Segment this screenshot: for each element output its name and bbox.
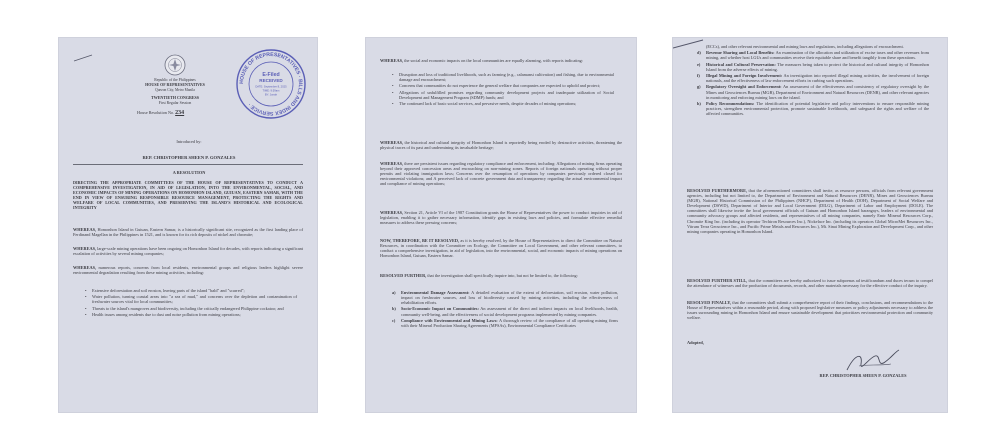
resolution-number-line	[137, 110, 227, 116]
list-item	[697, 84, 929, 99]
item-lead: Revenue Sharing and Local Benefits:	[706, 50, 775, 56]
item-text: A detailed evaluation of the extent of deforestation, soil erosion, water pollution, impact on freshwater sources, and loss of biodiversity caused by mining activities, including the effectiveness of rehabilitation efforts.	[401, 290, 618, 306]
resolved-furthermore-text: that the aforementioned committees shall invite, as resource persons, officials from relevant government agencies, including but not limited to, the Department of Environment and Natural Resources (DENR), Mines and Geosciences Bureau (MGB), National Historical Commission of the Philippines (NHCP), Department of Health (DOH), Department of Social Welfare and Development (DSWD), Department of Interior and Local Government (DILG), Department of Labor and Employment (DOLE). The committees shall likewise invite the local government officials of Guiuan and Homonhon Island barangays, leaders of environmental and community advocacy groups and affected residents, and representatives of all mining companies, namely Emir Mineral Resources Corp., Chromite King Inc. (including its operator Techiron Resources Inc.), Nickelace Inc. (including its operators Global MicroMet Resources Inc., Vitrum Terra Geoscience Inc., and Pacific Prime Metals and Resources Inc.), Mt. Sinai Mining Exploration and Development Corp., and other mining companies operating in Homonhon Island.	[687, 188, 933, 234]
resolved-finally-text: that the committees shall submit a comprehensive report of their findings, conclusions, and recommendations to the House of Representatives within a reasonable period, along with proposed legislative measures or policy adjustments necessary to address the issues surrounding mining in Homonhon Island and ensure sustainable development that prioritizes environmental protection and community welfare.	[687, 300, 933, 321]
whereas-paragraph-7	[380, 210, 622, 225]
whereas-text: numerous reports, concerns from local residents, environmental groups and religious leaders highlight severe environmental degradation resulting from these mining activities, including:	[73, 265, 303, 276]
list-item	[392, 290, 618, 305]
stamp-by: BY: Jonah	[264, 93, 278, 97]
resolution-heading: A RESOLUTION	[172, 170, 206, 175]
item-number: c)	[392, 317, 396, 323]
whereas-paragraph-5	[380, 140, 622, 150]
item-text: A thorough review of the compliance of all operating mining firms with their Mineral Production Sharing Agreements (MPSAs), Environmental Compliance Certificates	[401, 317, 618, 328]
impact-list	[85, 288, 297, 318]
now-therefore-text: as it is hereby resolved, by the House of Representatives to direct the Committee on Natural Resources, in coordination with the Committee on Ecology, the Committee on Local Government, and other relevant committees, to conduct a comprehensive investigation, in aid of legislation, into the environmental, social, and economic impacts of mining operations on Homonhon Island, Guiuan, Eastern Samar.	[380, 238, 622, 259]
list-item	[697, 62, 929, 72]
list-item: • The continued lack of basic social services, and pervasive needs, despite decades of mining operations;	[392, 101, 614, 106]
list-item	[697, 50, 929, 60]
item-lead: Regulatory Oversight and Enforcement:	[706, 84, 782, 90]
header-congress: TWENTIETH CONGRESS	[151, 95, 199, 100]
whereas-paragraph-6	[380, 161, 622, 186]
resolved-further-lead: RESOLVED FURTHER,	[380, 273, 427, 278]
stamp-time: TIME: 9:59am	[262, 89, 280, 93]
item-text: An assessment of the direct and indirect impacts on local livelihoods, health, community well-being, and the effectiveness of social development programs implemented by mining companies.	[401, 306, 618, 317]
document-page-2	[366, 38, 636, 412]
list-item: • Extensive deforestation and soil erosion, leaving parts of the island "bald" and "scarred";	[85, 288, 297, 293]
header-house: HOUSE OF REPRESENTATIVES	[145, 81, 205, 87]
item-lead: Socio-Economic Impact on Communities:	[401, 306, 479, 312]
whereas-lead: WHEREAS,	[73, 246, 97, 251]
adopted-label: Adopted,	[687, 340, 704, 345]
header-republic: Republic of the Philippines	[154, 78, 196, 82]
list-item: • Allegations of unfulfilled promises regarding community development projects and inadequate utilization of Social Development and Management Program (SDMP) funds; and	[392, 90, 614, 100]
whereas-text: the historical and cultural integrity of Homonhon Island is reportedly being eroded by destructive activities, threatening the physical traces of its past and undermining its invaluable heritage;	[380, 140, 622, 151]
item-text: An assessment of the effectiveness and consistency of regulatory oversight by the Mines and Geosciences Bureau (MGB), Department of Environment and Natural Resources (DENR), and other relevant agencies in monitoring and enforcing mining laws on the island.	[706, 84, 930, 100]
resolved-further-text: that the investigation shall specifically inquire into, but not be limited to, the following:	[427, 273, 578, 278]
resolved-furthermore-lead: RESOLVED FURTHERMORE,	[687, 188, 748, 193]
whereas-lead: WHEREAS,	[380, 161, 404, 166]
item-number: h)	[697, 100, 701, 106]
resolved-further-still-lead: RESOLVED FURTHER STILL,	[687, 278, 748, 283]
social-impact-list	[392, 72, 614, 107]
whereas-lead: WHEREAS,	[380, 210, 404, 215]
whereas-paragraph-1	[73, 227, 303, 237]
resolution-title: DIRECTING THE APPROPRIATE COMMITTEES OF THE HOUSE OF REPRESENTATIVES TO CONDUCT A COMPREHENSIVE INVESTIGATION, IN AID OF LEGISLATION, INTO THE ENVIRONMENTAL, SOCIAL, AND ECONOMIC IMPACTS OF MINING OPERATIONS ON HOMONHON ISLAND, GUIUAN, EASTERN SAMAR, WITH THE END IN VIEW OF ENSURING RESPONSIBLE RESOURCE MANAGEMENT, PROTECTING THE RIGHTS AND WELFARE OF LOCAL COMMUNITIES, AND PRESERVING THE ISLAND'S HISTORICAL AND ECOLOGICAL INTEGRITY	[73, 180, 303, 210]
whereas-text: the social and economic impacts on the local communities are equally alarming, with reports indicating:	[404, 58, 583, 63]
list-item	[392, 318, 618, 328]
list-item: • Disruption and loss of traditional livelihoods, such as farming (e.g., calamansi cultivation) and fishing, due to environmental damage and encroachment;	[392, 72, 614, 82]
resolved-further-paragraph	[380, 273, 622, 278]
divider	[73, 164, 303, 165]
item-lead: Policy Recommendations:	[706, 100, 755, 106]
svg-text:HOUSE OF REPRESENTATIVES · BIL	[239, 52, 303, 116]
document-page-3	[673, 38, 947, 412]
list-item: • Concerns that communities do not experience the general welfare that companies are expected to uphold and protect;	[392, 83, 614, 88]
item-text: (ECCs), and other relevant environmental and mining laws and regulations, including allegations of encroachment.	[706, 44, 904, 49]
whereas-lead: WHEREAS,	[73, 227, 97, 232]
list-item	[697, 44, 929, 49]
whereas-lead: WHEREAS,	[73, 265, 97, 270]
list-item	[392, 306, 618, 316]
resolved-further-still-paragraph	[687, 278, 933, 288]
stamp-ring-text: HOUSE OF REPRESENTATIVES · BILLS AND INDEX SERVICE ·	[238, 51, 304, 117]
whereas-text: Section 21, Article VI of the 1987 Constitution grants the House of Representatives the power to conduct inquiries in aid of legislation, enabling it to gather necessary information, identify gaps in existing laws and policies, and formulate effective remedial measures to address these pressing concerns;	[380, 210, 622, 226]
item-number: a)	[392, 290, 396, 295]
now-therefore-paragraph	[380, 238, 622, 258]
inquiry-items-list-continued	[697, 44, 929, 117]
resolved-finally-lead: RESOLVED FINALLY,	[687, 300, 732, 305]
item-text: The identification of potential legislative and policy interventions to ensure responsible mining practices, strengthen environmental protection, promote sustainable livelihoods, and safeguard the rights and welfare of the affected communities.	[706, 100, 929, 117]
item-text: An examination of the allocation and utilization of excise taxes and other revenues from mining, and whether host LGUs and communities receive their equitable share and benefit tangibly from these operations.	[706, 50, 930, 61]
whereas-text: large-scale mining operations have been ongoing on Homonhon Island for decades, with reports indicating a significant escalation of activities by several mining companies;	[73, 246, 303, 257]
item-number: e)	[697, 61, 701, 67]
whereas-lead: WHEREAS,	[380, 58, 404, 63]
inquiry-items-list	[392, 290, 618, 329]
stamp-efiled: E-Filed	[262, 72, 280, 78]
signatory-name: REP. CHRISTOPHER SHEEN P. GONZALES	[819, 373, 907, 378]
item-number: f)	[697, 73, 700, 79]
item-lead: Compliance with Environmental and Mining Laws:	[401, 317, 498, 323]
whereas-text: Homonhon Island in Guiuan, Eastern Samar, is a historically significant site, recognized as the first landing place of Ferdinand Magellan in the Philippines in 1521, and is known for its rich deposits of nickel and chromite;	[73, 227, 303, 238]
item-lead: Environmental Damage Assessment:	[401, 290, 470, 295]
list-item: • Threats to the island's mangroves and biodiversity, including the critically endangered Philippine cockatoo; and	[85, 306, 297, 311]
list-item	[697, 101, 929, 116]
resolved-furthermore-paragraph	[687, 188, 933, 234]
stamp-date: DATE: September 8, 2025	[255, 85, 287, 89]
item-number: g)	[697, 84, 701, 90]
whereas-paragraph-3	[73, 265, 303, 275]
whereas-lead: WHEREAS,	[380, 140, 404, 145]
list-item: • Water pollution, turning coastal areas into "a sea of mud," and concerns over the depletion and contamination of freshwater sources vital for local communities;	[85, 294, 297, 304]
received-stamp	[235, 48, 307, 120]
resolved-finally-paragraph	[687, 300, 933, 320]
list-item	[697, 73, 929, 83]
item-number: d)	[697, 50, 701, 56]
header-city: Quezon City, Metro Manila	[155, 87, 195, 92]
resolution-label: House Resolution No.	[137, 110, 175, 115]
whereas-paragraph-2	[73, 246, 303, 256]
list-item: • Health issues among residents due to dust and noise pollution from mining operations;	[85, 312, 297, 317]
whereas-paragraph-4	[380, 58, 622, 63]
item-lead: Historical and Cultural Preservation:	[706, 61, 776, 67]
house-seal-icon	[164, 54, 186, 76]
now-therefore-lead: NOW, THEREFORE, BE IT RESOLVED,	[380, 238, 460, 243]
item-lead: Illegal Mining and Foreign Involvement:	[706, 73, 783, 79]
document-page-1	[59, 38, 317, 412]
resolution-number: 234	[175, 110, 185, 116]
item-text: The measures being taken to protect the historical and cultural integrity of Homonhon Island from the adverse effects of mining.	[706, 61, 929, 72]
item-text: An investigation into reported illegal mining activities, the involvement of foreign nationals, and the effectiveness of law enforcement efforts in curbing such operations.	[706, 73, 929, 84]
item-number: b)	[392, 306, 396, 312]
resolved-further-still-text: that the committees are hereby authorized to issue subpoenas ad testificandum and duces tecum to compel the attendance of witnesses and the production of documents, records, and other materials necessary for the effective conduct of the inquiry.	[687, 278, 933, 289]
header-session: First Regular Session	[158, 101, 192, 105]
author-name: REP. CHRISTOPHER SHEEN P. GONZALES	[142, 155, 236, 160]
introduced-by: Introduced by:	[176, 139, 202, 144]
pen-mark-icon	[73, 54, 93, 62]
whereas-text: there are persistent issues regarding regulatory compliance and enforcement, including: Allegations of mining firms operating beyond their approved concession areas and encroaching on non-mining zones. Reports of foreign nationals operating without proper permits and violating immigration laws; Concerns over the resumption of operations by companies previously ordered closed for environmental violations; and A perceived lack of concrete government data and transparency regarding the actual environmental impact and compliance of mining operations;	[380, 161, 622, 187]
stamp-received: RECEIVED	[259, 78, 283, 83]
